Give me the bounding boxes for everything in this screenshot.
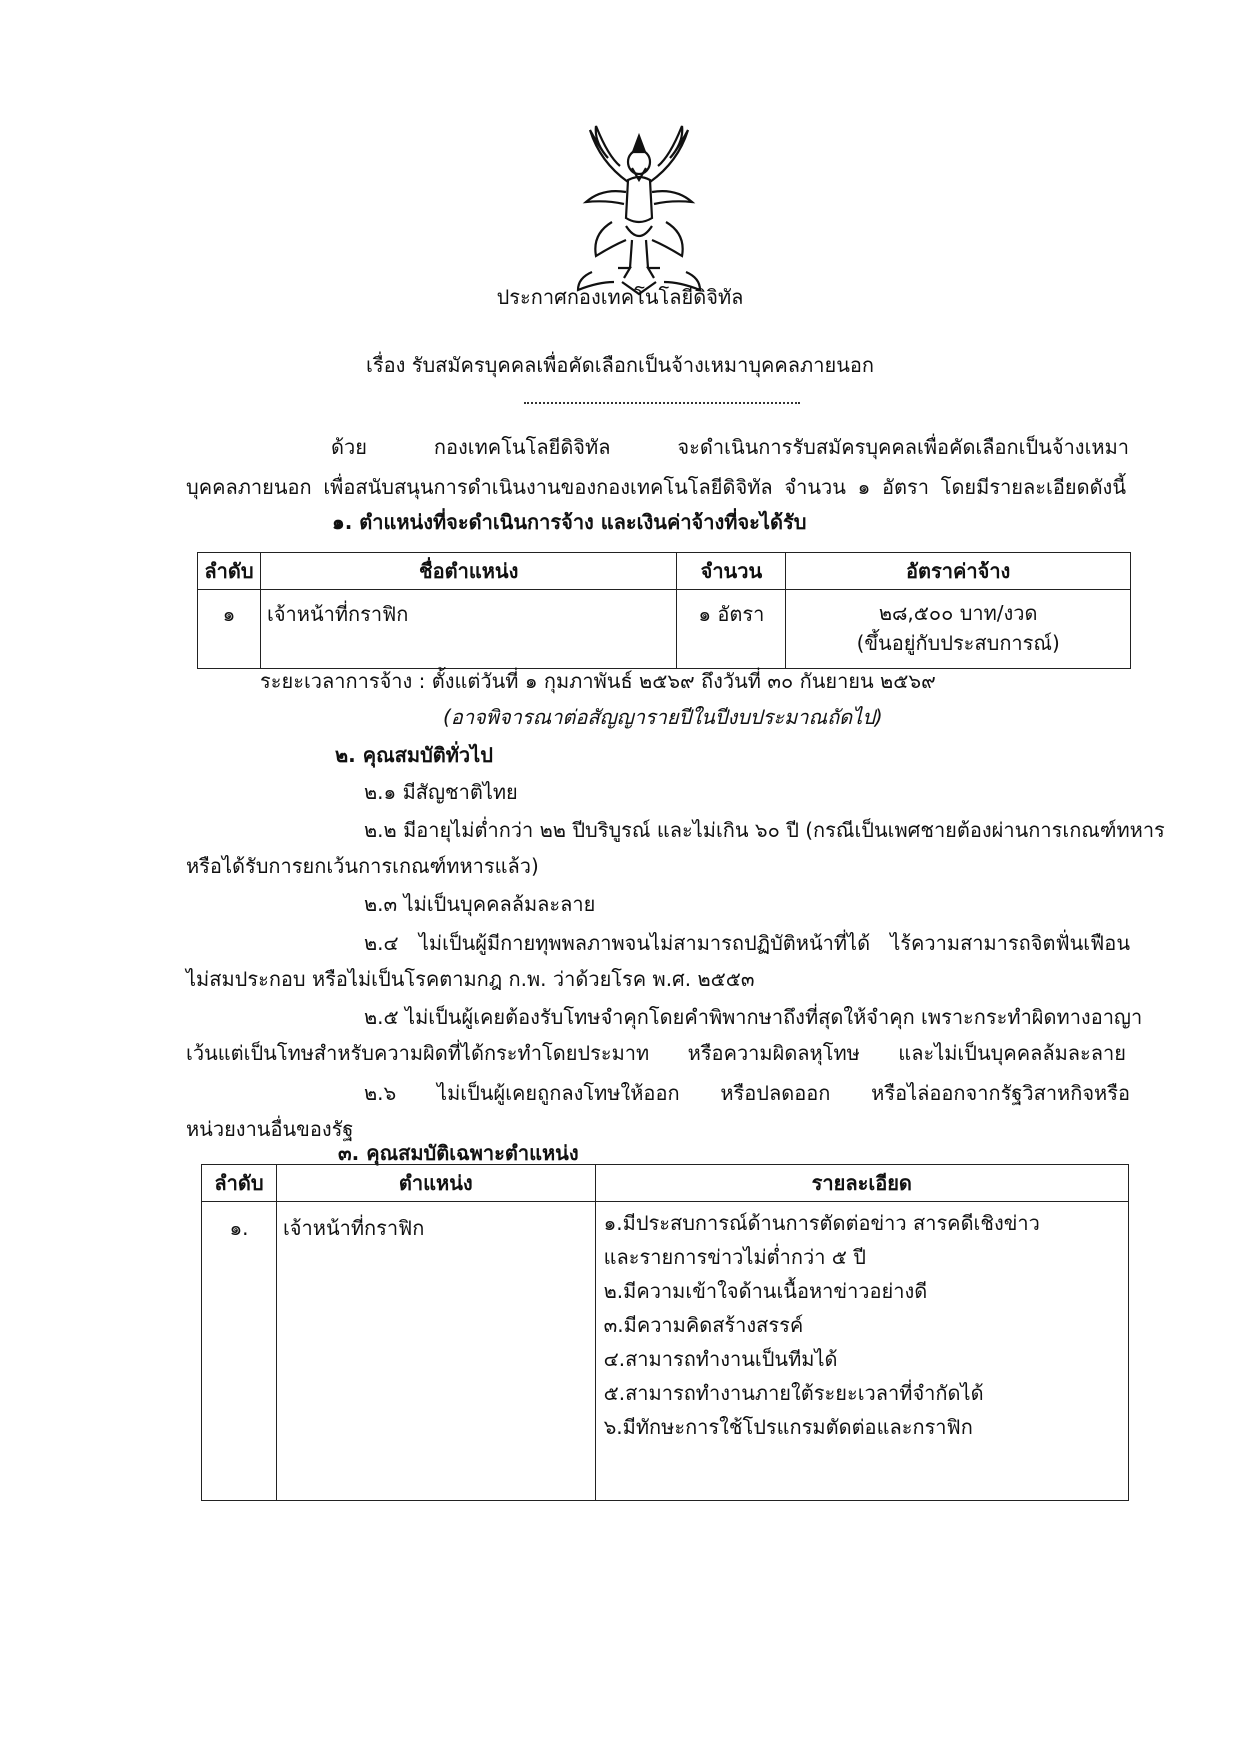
rate-value: ๒๘,๕๐๐ บาท/งวด xyxy=(878,601,1038,625)
section-3-heading: ๓. คุณสมบัติเฉพาะตำแหน่ง xyxy=(338,1141,579,1165)
qualification-2-5-line-1: ๒.๕ ไม่เป็นผู้เคยต้องรับโทษจำคุกโดยคำพิพากษาถึงที่สุดให้จำคุก เพราะกระทำผิดทางอาญา xyxy=(364,1005,1143,1029)
employment-period-note: (อาจพิจารณาต่อสัญญารายปีในปีงบประมาณถัดไป) xyxy=(443,705,883,729)
row-no: ๑. xyxy=(202,1202,277,1501)
row-count: ๑ อัตรา xyxy=(677,590,786,669)
col-header-position: ชื่อตำแหน่ง xyxy=(260,553,676,590)
qualification-2-2-line-1: ๒.๒ มีอายุไม่ต่ำกว่า ๒๒ ปีบริบูรณ์ และไม่เกิน ๖๐ ปี (กรณีเป็นเพศชายต้องผ่านการเกณฑ์ทหาร xyxy=(364,818,1165,842)
row-position: เจ้าหน้าที่กราฟิก xyxy=(276,1202,595,1501)
garuda-emblem-icon xyxy=(572,122,706,298)
detail-line: ๖.มีทักษะการใช้โปรแกรมตัดต่อและกราฟิก xyxy=(603,1415,973,1439)
rate-note: (ขึ้นอยู่กับประสบการณ์) xyxy=(856,631,1060,655)
detail-line: ๔.สามารถทำงานเป็นทีมได้ xyxy=(603,1347,838,1371)
qualification-2-1: ๒.๑ มีสัญชาติไทย xyxy=(364,780,518,804)
col-header-rate: อัตราค่าจ้าง xyxy=(786,553,1131,590)
detail-line: ๒.มีความเข้าใจด้านเนื้อหาข่าวอย่างดี xyxy=(603,1279,928,1303)
table-header-row xyxy=(198,553,1131,590)
qualification-2-4-line-2: ไม่สมประกอบ หรือไม่เป็นโรคตามกฎ ก.พ. ว่าด้วยโรค พ.ศ. ๒๕๕๓ xyxy=(186,967,755,991)
intro-line-1: ด้วย กองเทคโนโลยีดิจิทัล จะดำเนินการรับสมัครบุคคลเพื่อคัดเลือกเป็นจ้างเหมา xyxy=(331,435,1129,459)
position-wage-table xyxy=(197,552,1131,669)
col-header-details: รายละเอียด xyxy=(595,1165,1128,1202)
table-header-row xyxy=(202,1165,1129,1202)
col-header-no: ลำดับ xyxy=(202,1165,277,1202)
col-header-position: ตำแหน่ง xyxy=(276,1165,595,1202)
section-2-heading: ๒. คุณสมบัติทั่วไป xyxy=(335,743,493,767)
qualification-2-4-line-1: ๒.๔ ไม่เป็นผู้มีกายทุพพลภาพจนไม่สามารถปฏิบัติหน้าที่ได้ ไร้ความสามารถจิตฟั่นเฟือน xyxy=(364,931,1130,955)
specific-qualifications-table xyxy=(201,1164,1129,1501)
qualification-2-3: ๒.๓ ไม่เป็นบุคคลล้มละลาย xyxy=(364,892,596,916)
section-1-heading: ๑. ตำแหน่งที่จะดำเนินการจ้าง และเงินค่าจ้างที่จะได้รับ xyxy=(332,510,807,534)
qualification-2-5-line-2: เว้นแต่เป็นโทษสำหรับความผิดที่ได้กระทำโดยประมาท หรือความผิดลหุโทษ และไม่เป็นบุคคลล้มละลาย xyxy=(186,1041,1126,1065)
intro-line-2: บุคคลภายนอก เพื่อสนับสนุนการดำเนินงานของกองเทคโนโลยีดิจิทัล จำนวน ๑ อัตรา โดยมีรายละเอียดดังนี้ xyxy=(186,475,1126,499)
row-details xyxy=(595,1202,1128,1501)
qualification-2-2-line-2: หรือได้รับการยกเว้นการเกณฑ์ทหารแล้ว) xyxy=(186,854,539,878)
row-position: เจ้าหน้าที่กราฟิก xyxy=(260,590,676,669)
qualification-2-6-line-2: หน่วยงานอื่นของรัฐ xyxy=(186,1117,354,1141)
col-header-count: จำนวน xyxy=(677,553,786,590)
row-no: ๑ xyxy=(198,590,261,669)
announcement-subject: เรื่อง รับสมัครบุคคลเพื่อคัดเลือกเป็นจ้างเหมาบุคคลภายนอก xyxy=(366,353,874,377)
qualification-2-6-line-1: ๒.๖ ไม่เป็นผู้เคยถูกลงโทษให้ออก หรือปลดออก หรือไล่ออกจากรัฐวิสาหกิจหรือ xyxy=(364,1081,1130,1105)
table-row xyxy=(202,1202,1129,1501)
title-divider xyxy=(524,402,800,404)
table-row xyxy=(198,590,1131,669)
detail-line: และรายการข่าวไม่ต่ำกว่า ๕ ปี xyxy=(603,1245,866,1269)
row-rate xyxy=(786,590,1131,669)
employment-period: ระยะเวลาการจ้าง : ตั้งแต่วันที่ ๑ กุมภาพันธ์ ๒๕๖๙ ถึงวันที่ ๓๐ กันยายน ๒๕๖๙ xyxy=(260,669,936,693)
detail-line: ๓.มีความคิดสร้างสรรค์ xyxy=(603,1313,804,1337)
announcement-title: ประกาศกองเทคโนโลยีดิจิทัล xyxy=(496,285,744,309)
detail-line: ๑.มีประสบการณ์ด้านการตัดต่อข่าว สารคดีเชิงข่าว xyxy=(603,1211,1040,1235)
detail-line: ๕.สามารถทำงานภายใต้ระยะเวลาที่จำกัดได้ xyxy=(603,1381,984,1405)
col-header-no: ลำดับ xyxy=(198,553,261,590)
